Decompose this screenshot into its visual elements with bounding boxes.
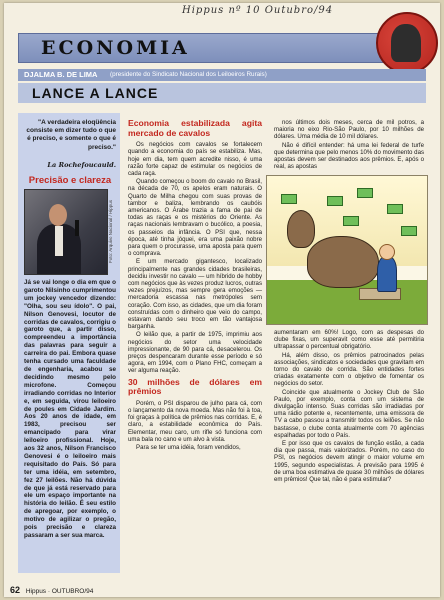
page-footer (10, 585, 93, 595)
horse-icon (307, 236, 379, 288)
handwritten-note: Hippus nº 10 Outubro/94 (182, 5, 334, 16)
paragraph: Porém, o PSI disparou de julho para cá, com o lançamento da nova moeda. Mas não foi à toa, foi graças à política de prêmios nas corridas. E, é claro, a estabilidade econômica do País. Elementar, meu caro, um rifle só funciona com uma bala no cano e um alvo à vista. (128, 399, 262, 443)
photo-shirt (55, 226, 63, 256)
author-role: (presidente do Sindicato Nacional dos Leiloeiros Rurais) (110, 71, 267, 78)
paragraph: O leilão que, a partir de 1975, imprimiu aos negócios do setor uma velocidade impressionante, de 90 para cá, desacelerou. Os preços despencaram durante esse período e só agora, em 1994, com o Plano FHC, começam a ver alguma reação. (128, 331, 262, 375)
money-icon (357, 188, 373, 198)
section-title: ECONOMIA (41, 37, 190, 59)
article-column-3-top (274, 119, 424, 171)
money-icon (343, 216, 359, 226)
sidebar-body: Já se vai longe o dia em que o garoto Nilsinho cumprimentou um jockey vencedor dizendo: "Olha, sou seu ídolo". O pai, Nilson Genovesi, locutor de corridas de cavalos, corrigiu o garoto que, a partir disso, compreendeu a importância das palavras para seguir a carreira do pai. Embora quase tenha cursado uma faculdade de engenharia, acabou se decidindo mesmo pelo microfone. Começou irradiando corridas no Interior e, em seguida, virou leiloeiro de poules em Cidade Jardim. Aos 20 anos de idade, em 1983, precisou ser emancipado para virar leiloeiro profissional. Hoje, aos 32 anos, Nilson Francisco Genovesi é o leiloeiro mais requisitado do País. Só para ter uma idéia, em setembro, fez 27 leilões. Não há dúvida de que já está reservado para ele um espaço importante na história do leilão. É seu estilo de apregoar, por exemplo, o motivo de agilizar o pregão, pois precisão e clareza passaram a ser sua marca. (24, 279, 116, 539)
author-name: DJALMA B. DE LIMA (24, 70, 98, 79)
quote-author: La Rochefoucauld. (47, 161, 116, 169)
article-column-3-bottom (274, 329, 424, 484)
paragraph: Os negócios com cavalos se fortalecem quando a economia do país se estabiliza. Mas, hoje em dia, tem quem acredite nisso, é uma razão forte capaz de estimular os negócios de cada raça. (128, 141, 262, 177)
paragraph: E por isso que os cavalos de função estão, a cada dia que passa, mais valorizados. Porém, no caso do PSI, os negócios devem atingir o maior volume em 1995, segundo especialistas. A previsão para 1995 é de uma boa estimativa de quase 30 milhões de dólares em prêmios! Que tal, não é para estimular? (274, 440, 424, 484)
sidebar-quote: "A verdadeira eloqüência consiste em dizer tudo o que é preciso, e somente o que é preciso." (26, 119, 116, 151)
sidebar (18, 113, 120, 573)
microphone-icon (75, 220, 79, 236)
title-bar (18, 83, 426, 103)
sidebar-heading: Precisão e clareza (28, 175, 112, 186)
section-banner (18, 33, 428, 63)
paragraph: Quando começou o boom do cavalo no Brasil, na década de 70, os apelos eram naturais. O Quarto de Milha chegou com suas provas de tambor e baliza, lembrando os caubóis americanos. O Árabe trazia a fama de pai de todas as raças e os mistérios do Oriente. As raças nacionais lembravam o bucólico, a poesia, os passeios da infância. O PSI que, nessa época, até tinha jóquei, era uma paixão nobre para quem o procurasse, uma aposta para quem o comprava. (128, 178, 262, 258)
subhead-premios: 30 milhões de dólares em prêmios (128, 376, 262, 397)
author-bar (18, 69, 426, 81)
paragraph: aumentaram em 60%! Logo, com as despesas do clube fixas, um superavit como esse até permitiria ultrapassar o percentual obrigatório. (274, 329, 424, 351)
horse-head-logo-icon (376, 12, 438, 74)
money-icon (401, 226, 417, 236)
subhead-economia: Economia estabilizada agita mercado de cavalos (128, 118, 262, 138)
paragraph: nos últimos dois meses, cerca de mil potros, a maioria no eixo Rio-São Paulo, por 10 milhões de dólares. Uma média de 10 mil dólares. (274, 119, 424, 141)
photo-caption: Foto: Arquivo Nacional / Hippus (108, 199, 113, 263)
paragraph: Não é difícil entender: há uma lei federal de turfe que determina que pelo menos 10% do movimento das apostas devem ser destinados aos prêmios. E, após o real, as apostas (274, 141, 424, 171)
magazine-page (4, 3, 440, 597)
money-icon (281, 194, 297, 204)
magazine-issue: Hippus · OUTUBRO/94 (25, 588, 94, 595)
horse-head (287, 210, 315, 248)
article-column-2 (128, 119, 262, 452)
photo-head (49, 204, 67, 226)
cartoon-illustration (266, 175, 428, 325)
paragraph: E um mercado gigantesco, localizado principalmente nas grandes cidades brasileiras, decidiu investir no cavalo — um híbrido de hobby com negócios que às vezes produz lucros, outras vezes prejuízos, mas sempre gera emoções — mercadoria escassa nas metrópoles sem coração. Com isso, as cidades, que um dia foram construídas com o dinheiro que veio do campo, estavam dando seu troco em tão vantajosa barganha. (128, 258, 262, 331)
man-figure (377, 256, 397, 292)
page-title: LANCE A LANCE (32, 85, 159, 101)
paragraph: Para se ter uma idéia, foram vendidos, (136, 444, 241, 452)
announcer-photo (24, 189, 108, 275)
money-icon (387, 204, 403, 214)
man-head (379, 244, 395, 260)
paragraph: Há, além disso, os prêmios patrocinados pelas associações, sindicatos e sociedades que gravitam em torno do cavalo de corrida. São entidades fortes criadas exatamente com o objetivo de fomentar os negócios do setor. (274, 351, 424, 388)
paragraph: Coincide que atualmente o Jockey Club de São Paulo, por exemplo, conta com um sistema de divulgação intenso. Suas corridas são irradiadas por uma rádio potente e, recentemente, uma emissora de TV a cabo passou a transmitir todos os leilões. Se não bastasse, o clube conta atualmente com 70 agências espalhadas por todo o País. (274, 388, 424, 439)
page-number: 62 (10, 585, 21, 595)
money-icon (327, 196, 343, 206)
logo-silhouette (391, 24, 421, 62)
